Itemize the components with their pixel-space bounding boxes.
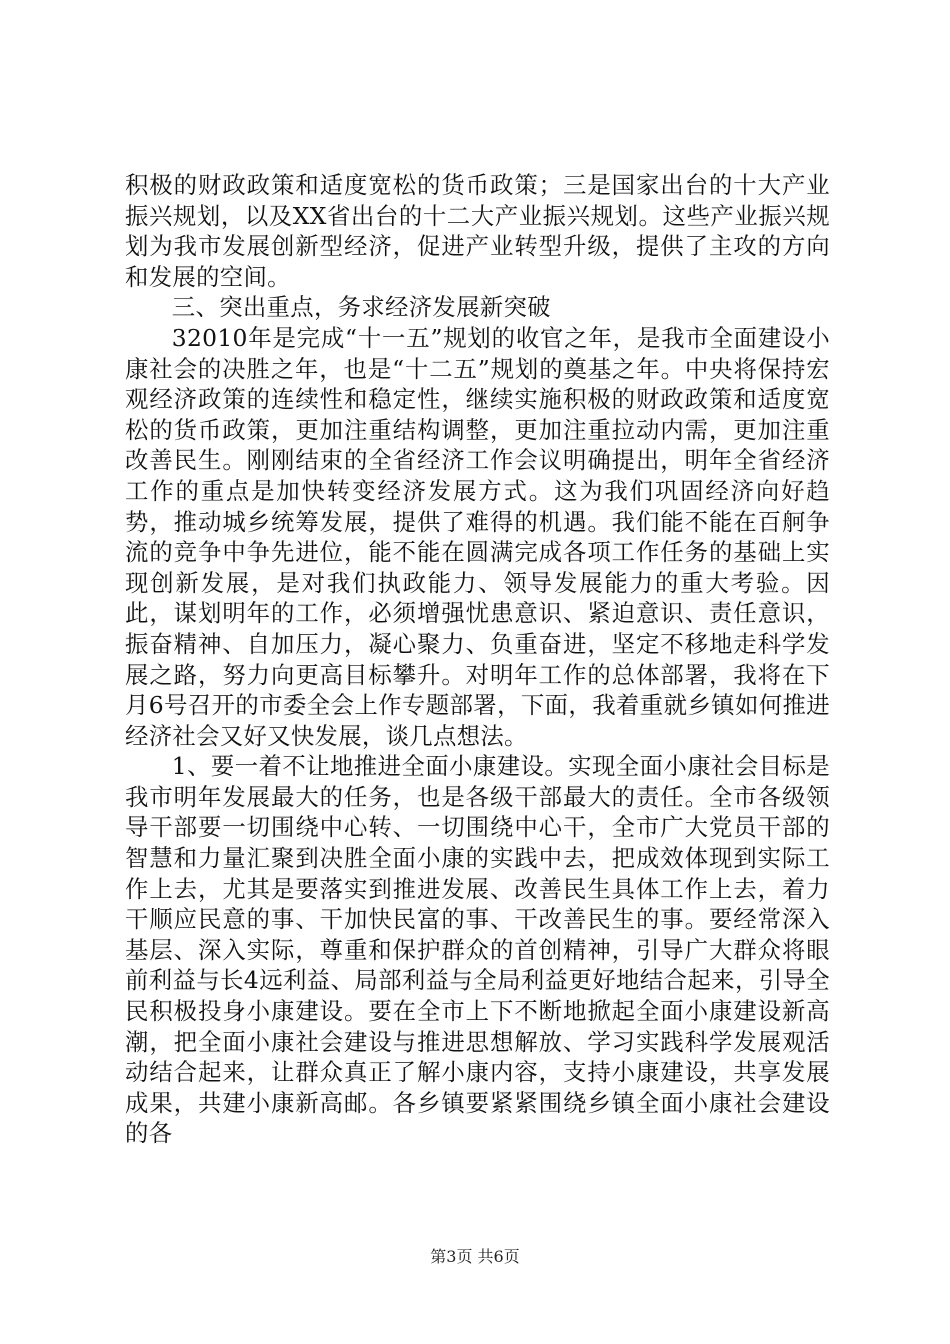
body-text bbox=[125, 170, 830, 1149]
section-heading: 三、突出重点，务求经济发展新突破 bbox=[171, 293, 551, 322]
page-footer: 第3页 共6页 bbox=[430, 1247, 520, 1266]
paragraph-4: 1、要一着不让地推进全面小康建设。实现全面小康社会目标是我市明年发展最大的任务，也是各级干部最大的责任。全市各级领导干部要一切围绕中心转、一切围绕中心干，全市广大党员干部的智慧和力量汇聚到决胜全面小康的实践中去，把成效体现到实际工作上去，尤其是要落实到推进发展、改善民生具体工作上去，着力干顺应民意的事、干加快民富的事、干改善民生的事。要经常深入基层、深入实际，尊重和保护群众的首创精神，引导广大群众将眼前利益与长4远利益、局部利益与全局利益更好地结合起来，引导全民积极投身小康建设。要在全市上下不断地掀起全面小康建设新高潮，把全面小康社会建设与推进思想解放、学习实践科学发展观活动结合起来，让群众真正了解小康内容，支持小康建设，共享发展成果，共建小康新高邮。各乡镇要紧紧围绕乡镇全面小康社会建设的各 bbox=[125, 752, 830, 1148]
paragraph-3: 32010年是完成“十一五”规划的收官之年，是我市全面建设小康社会的决胜之年，也是“十二五”规划的奠基之年。中央将保持宏观经济政策的连续性和稳定性，继续实施积极的财政政策和适度宽松的货币政策，更加注重结构调整，更加注重拉动内需，更加注重改善民生。刚刚结束的全省经济工作会议明确提出，明年全省经济工作的重点是加快转变经济发展方式。这为我们巩固经济向好趋势，推动城乡统筹发展，提供了难得的机遇。我们能不能在百舸争流的竞争中争先进位，能不能在圆满完成各项工作任务的基础上实现创新发展，是对我们执政能力、领导发展能力的重大考验。因此，谋划明年的工作，必须增强忧患意识、紧迫意识、责任意识，振奋精神、自加压力，凝心聚力、负重奋进，坚定不移地走科学发展之路，努力向更高目标攀升。对明年工作的总体部署，我将在下月6号召开的市委全会上作专题部署，下面，我着重就乡镇如何推进经济社会又好又快发展，谈几点想法。 bbox=[125, 323, 830, 750]
paragraph-1: 积极的财政政策和适度宽松的货币政策；三是国家出台的十大产业振兴规划，以及XX省出台的十二大产业振兴规划。这些产业振兴规划为我市发展创新型经济，促进产业转型升级，提供了主攻的方向和发展的空间。 bbox=[125, 171, 830, 291]
